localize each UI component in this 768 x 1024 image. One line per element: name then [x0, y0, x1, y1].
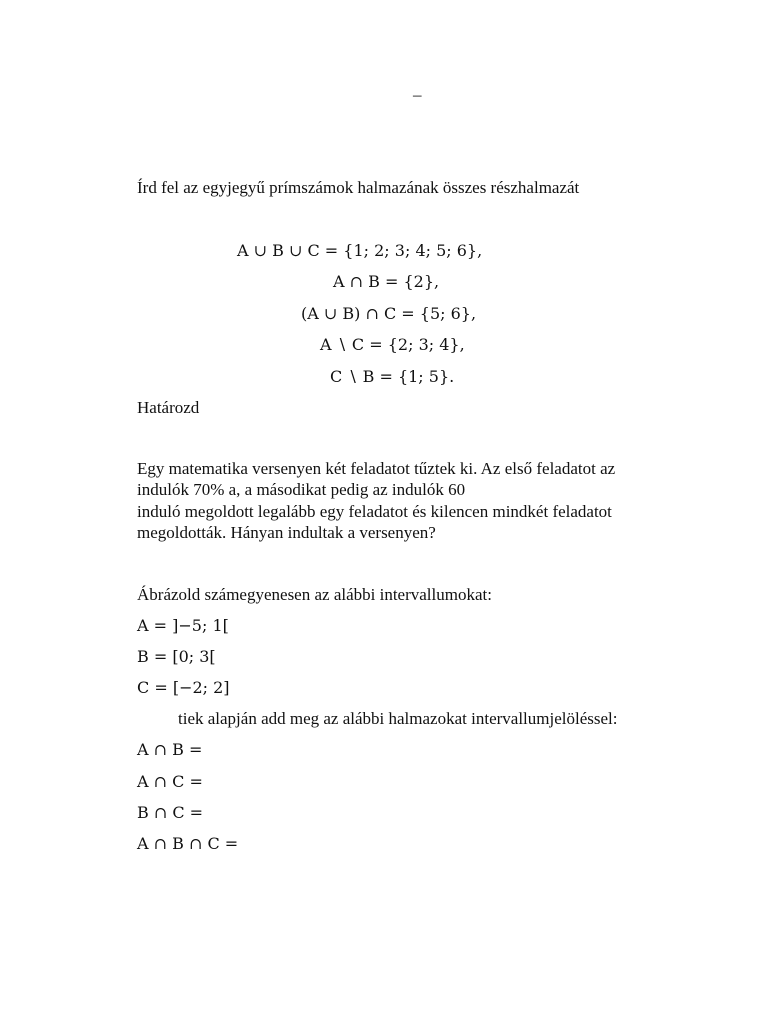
question-b-intersect-c: B ∩ C =	[137, 803, 204, 822]
task2-prompt: Határozd	[137, 398, 200, 417]
task1-text: Írd fel az egyjegyű prímszámok halmazának összes részhalmazát	[137, 178, 580, 197]
task4-intro: Ábrázold számegyenesen az alábbi intervallumokat:	[137, 585, 492, 604]
interval-a: A = ]−5; 1[	[137, 616, 229, 635]
task3-line-4: megoldották. Hányan indultak a versenyen?	[137, 523, 436, 542]
interval-b: B = [0; 3[	[137, 647, 216, 666]
question-a-intersect-b: A ∩ B =	[137, 740, 203, 759]
equation-aub-intersect-c: (A ∪ B) ∩ C = {5; 6},	[301, 304, 477, 323]
task4-instruction: tiek alapján add meg az alábbi halmazokat intervallumjelöléssel:	[178, 709, 618, 728]
equation-union-all: A ∪ B ∪ C = {1; 2; 3; 4; 5; 6},	[237, 241, 483, 260]
header-mark: –	[413, 85, 422, 104]
interval-c: C = [−2; 2]	[137, 678, 230, 697]
task3-line-1: Egy matematika versenyen két feladatot tűztek ki. Az első feladatot az	[137, 459, 616, 478]
task3-line-3: induló megoldott legalább egy feladatot és kilencen mindkét feladatot	[137, 502, 612, 521]
task3-line-2: indulók 70% a, a másodikat pedig az indulók 60	[137, 480, 466, 499]
equation-a-minus-c: A ∖ C = {2; 3; 4},	[320, 335, 465, 354]
equation-a-intersect-b: A ∩ B = {2},	[333, 272, 440, 291]
equation-c-minus-b: C ∖ B = {1; 5}.	[330, 367, 455, 386]
question-a-intersect-c: A ∩ C =	[137, 772, 203, 791]
question-a-intersect-b-intersect-c: A ∩ B ∩ C =	[137, 834, 239, 853]
